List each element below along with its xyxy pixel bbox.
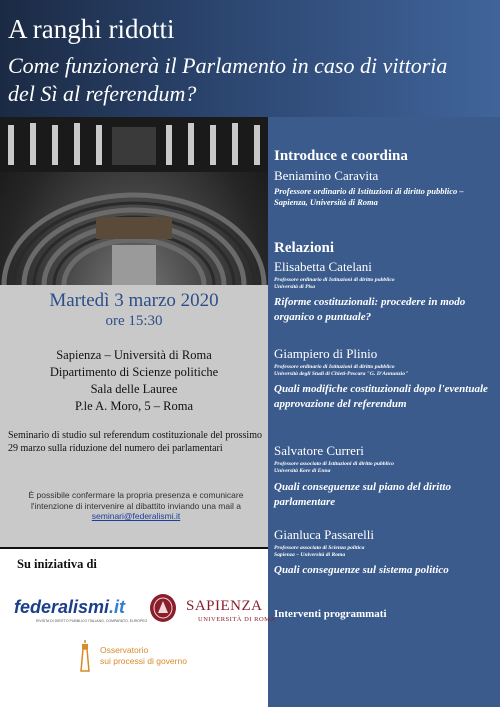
parliament-chamber-image: [0, 117, 268, 285]
sapienza-logo-name: SAPIENZA: [186, 598, 263, 614]
intro-name: Beniamino Caravita: [274, 168, 379, 183]
intro-role: Professore ordinario di Istituzioni di diritto pubblico – Sapienza, Università di Roma: [274, 186, 464, 207]
speaker-role-line: Sapienza – Università di Roma: [274, 552, 346, 559]
venue-line: Dipartimento di Scienze politiche: [49, 365, 219, 379]
speaker-name: Giampiero di Plinio: [274, 346, 378, 361]
venue-line: Sala delle Lauree: [90, 382, 178, 396]
page-subtitle: Come funzionerà il Parlamento in caso di vittoria del Sì al referendum?: [8, 53, 448, 106]
speaker-talk: Quali conseguenze sul piano del diritto parlamentare: [274, 481, 451, 508]
speaker-role-line: Università di Pisa: [274, 284, 316, 291]
sponsors-label: Su iniziativa di: [17, 557, 97, 571]
speaker-role: [274, 277, 496, 291]
speaker-name: Elisabetta Catelani: [274, 259, 372, 274]
osservatorio-line: sui processi di governo: [100, 656, 187, 666]
speaker-role: [274, 461, 496, 475]
osservatorio-line: Osservatorio: [100, 645, 149, 655]
rsvp-text: È possibile confermare la propria presenza e comunicare l'intenzione di intervenire al dibattito inviando una mail a: [28, 490, 244, 511]
speaker-role-line: Professore associato di Scienza politica: [274, 545, 365, 551]
federalismi-logo: [14, 597, 125, 618]
speaker-role-line: Professore associato di Istituzioni di diritto pubblico: [274, 461, 394, 467]
event-time: ore 15:30: [105, 313, 163, 329]
osservatorio-logo: [100, 645, 187, 667]
rsvp-email-link[interactable]: seminari@federalismi.it: [91, 511, 181, 521]
parliament-photo: [0, 117, 268, 285]
speaker-role-line: Università Kore di Enna: [274, 468, 331, 475]
sapienza-logo-sub: UNIVERSITÀ DI ROMA: [198, 616, 276, 623]
osservatorio-lighthouse-icon: [75, 639, 95, 673]
speaker-talk: Quali conseguenze sul sistema politico: [274, 564, 449, 576]
intro-heading: Introduce e coordina: [274, 148, 408, 164]
speaker-name: Gianluca Passarelli: [274, 527, 374, 542]
closing-note: Interventi programmati: [274, 608, 387, 620]
talks-heading: Relazioni: [274, 240, 334, 256]
venue-line: Sapienza – Università di Roma: [56, 348, 212, 362]
speaker-talk: Riforme costituzionali: procedere in modo organico o puntuale?: [274, 296, 466, 323]
federalismi-logo-name: federalismi: [14, 597, 110, 617]
speaker-talk: Quali modifiche costituzionali dopo l'eventuale approvazione del referendum: [274, 383, 488, 410]
event-date: Martedì 3 marzo 2020: [49, 290, 219, 311]
speaker-role-line: Università degli Studi di Chieti-Pescara "G. D'Annunzio": [274, 371, 409, 378]
federalismi-logo-tld: .it: [109, 597, 126, 617]
rsvp-note: [12, 490, 260, 522]
federalismi-tagline: RIVISTA DI DIRITTO PUBBLICO ITALIANO, COMPARATO, EUROPEO: [36, 619, 148, 623]
speaker-role-line: Professore ordinario di Istituzioni di diritto pubblico: [274, 364, 395, 370]
page-title: A ranghi ridotti: [8, 14, 175, 44]
event-description: Seminario di studio sul referendum costituzionale del prossimo 29 marzo sulla riduzione del numero dei parlamentari: [8, 430, 262, 454]
sapienza-seal-icon: [149, 593, 177, 623]
venue-line: P.le A. Moro, 5 – Roma: [74, 399, 194, 413]
speaker-name: Salvatore Curreri: [274, 443, 364, 458]
speaker-role: [274, 364, 496, 378]
header-banner: [0, 0, 500, 117]
speaker-role-line: Professore ordinario di Istituzioni di diritto pubblico: [274, 277, 395, 283]
speaker-role: [274, 545, 496, 559]
event-venue: [0, 347, 268, 415]
